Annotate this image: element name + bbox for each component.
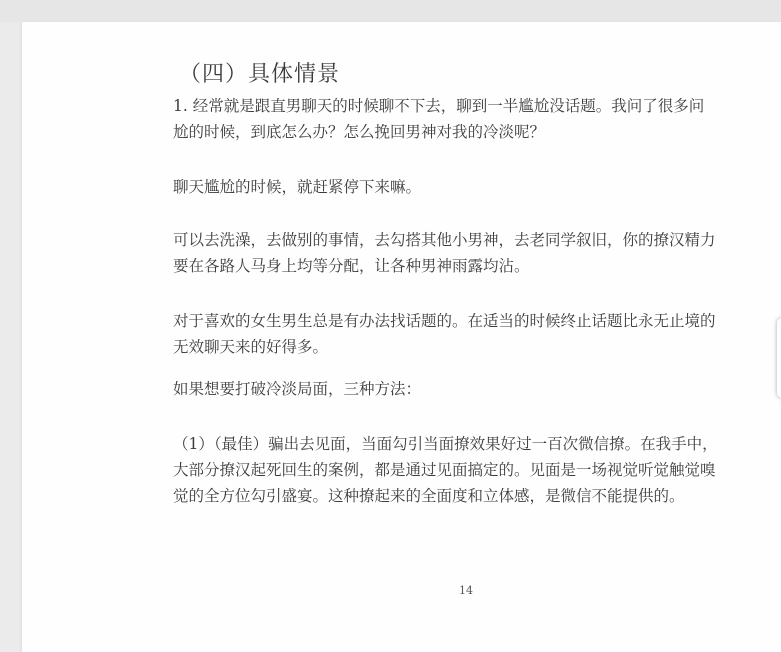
paragraph-suggestions (173, 227, 773, 279)
paragraph-line: （1）（最佳）骗出去见面，当面勾引当面撩效果好过一百次微信撩。在我手中， (173, 435, 718, 453)
paragraph-methods-intro (173, 376, 773, 402)
paragraph-line: 觉的全方位勾引盛宴。这种撩起来的全面度和立体感，是微信不能提供的。 (173, 487, 685, 505)
paragraph-line: 对于喜欢的女生男生总是有办法找话题的。在适当的时候终止话题比永无止境的 (173, 312, 716, 330)
document-page (22, 22, 781, 652)
paragraph-line: 尬的时候，到底怎么办？怎么挽回男神对我的冷淡呢？ (173, 123, 546, 141)
paragraph-line: 可以去洗澡，去做别的事情，去勾搭其他小男神，去老同学叙旧，你的撩汉精力 (173, 231, 716, 249)
paragraph-method-one (173, 431, 773, 509)
paragraph-line: 大部分撩汉起死回生的案例，都是通过见面搞定的。见面是一场视觉听觉触觉嗅 (173, 461, 716, 479)
section-heading: （四）具体情景 (179, 62, 341, 87)
paragraph-answer-intro (173, 174, 773, 200)
paragraph-line: 聊天尴尬的时候，就赶紧停下来嘛。 (173, 178, 422, 196)
paragraph-line: 如果想要打破冷淡局面，三种方法： (173, 380, 422, 398)
paragraph-line: 要在各路人马身上均等分配，让各种男神雨露均沾。 (173, 257, 530, 275)
scroll-handle[interactable] (777, 318, 781, 398)
paragraph-question (173, 93, 773, 145)
paragraph-topic-advice (173, 308, 773, 360)
paragraph-line: 1. 经常就是跟直男聊天的时候聊不下去，聊到一半尴尬没话题。我问了很多问 (173, 97, 705, 115)
page-number: 14 (459, 584, 473, 597)
viewer-top-strip (0, 0, 781, 22)
paragraph-line: 无效聊天来的好得多。 (173, 338, 329, 356)
